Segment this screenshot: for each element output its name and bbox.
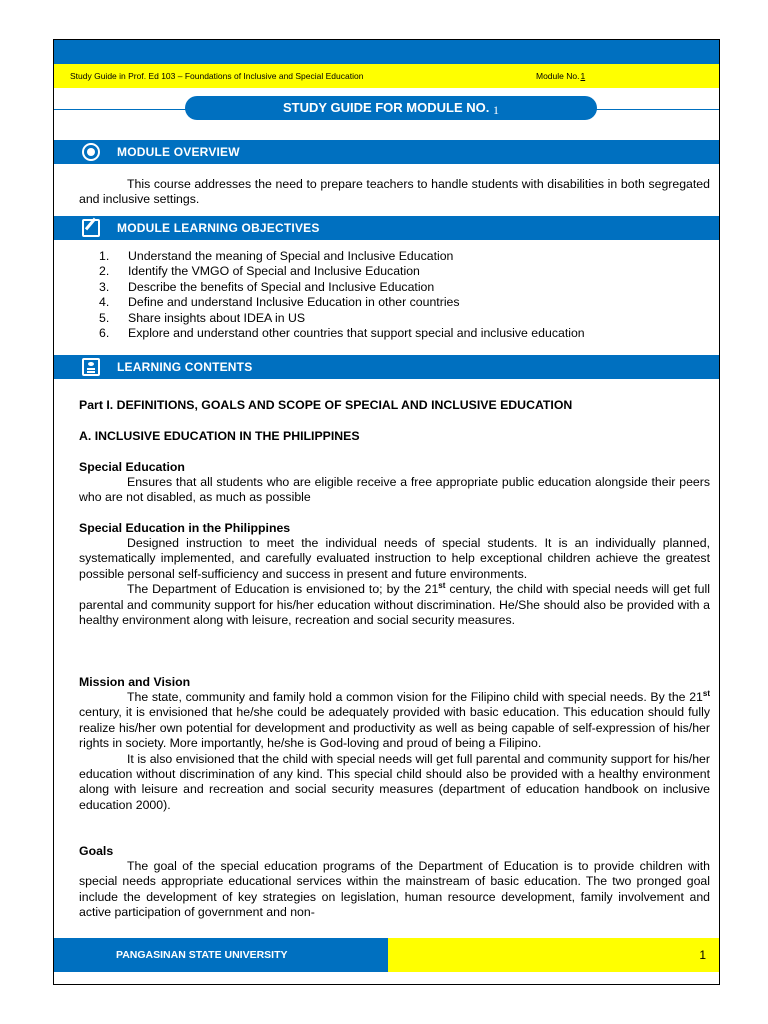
header-course-title: Study Guide in Prof. Ed 103 – Foundations of Inclusive and Special Education — [70, 71, 364, 81]
footer-page-number: 1 — [388, 938, 719, 972]
heading-mission-vision: Mission and Vision — [79, 675, 191, 689]
page-title-number: 1 — [492, 103, 499, 117]
list-item: 4. Define and understand Inclusive Education in other countries — [99, 295, 460, 310]
document-page — [53, 39, 720, 985]
special-education-ph-text: Designed instruction to meet the individual needs of special students. It is an individually planned, systematically implemented, and carefully evaluated instruction to help exceptional children achieve the greatest possible personal self-sufficiency and success in present and future environments. The Department of Education is envisioned to; by the 21st century, the child with special needs will get full parental and community support for his/her education without discrimination. He/She should also be provided with a healthy environment along with leisure, recreation and social security measures. — [79, 536, 710, 628]
section-label: MODULE LEARNING OBJECTIVES — [117, 221, 320, 235]
target-icon — [82, 143, 100, 161]
list-item: 6. Explore and understand other countries that support special and inclusive education — [99, 326, 585, 341]
section-bar-objectives — [54, 216, 719, 240]
header-module-number: Module No.1 — [536, 71, 586, 81]
section-bar-contents — [54, 355, 719, 379]
header-module-value: 1 — [580, 71, 586, 81]
heading-special-education-ph: Special Education in the Philippines — [79, 521, 291, 535]
heading-goals: Goals — [79, 844, 114, 858]
mission-vision-text: The state, community and family hold a common vision for the Filipino child with special needs. By the 21st century, it is envisioned that he/she could be adequately provided with basic education. This education should fully realize his/her own potential for development and productivity as well as being capable of self-expression of his/her rights in society. More importantly, he/she is God-loving and proud of being a Filipino. It is also envisioned that the child with special needs will get full parental and community support for his/her education without discrimination of any kind. This special child should also be provided with a healthy environment along with leisure and recreation and social security measures (department of education handbook on inclusive education 2000). — [79, 688, 710, 812]
list-item: 3. Describe the benefits of Special and Inclusive Education — [99, 279, 435, 294]
section-bar-overview — [54, 140, 719, 164]
book-user-icon — [82, 358, 100, 376]
section-label: LEARNING CONTENTS — [117, 360, 253, 374]
objectives-list — [99, 249, 585, 341]
section-label: MODULE OVERVIEW — [117, 145, 240, 159]
pencil-edit-icon — [82, 219, 100, 237]
list-item: 2. Identify the VMGO of Special and Inclusive Education — [99, 264, 420, 279]
footer-university: PANGASINAN STATE UNIVERSITY — [54, 938, 388, 972]
list-item: 5. Share insights about IDEA in US — [99, 310, 306, 325]
page-title: STUDY GUIDE FOR MODULE NO. 1 — [185, 96, 597, 120]
heading-special-education: Special Education — [79, 460, 185, 474]
goals-text: The goal of the special education programs of the Department of Education is to provide children with special needs appropriate educational services within the mainstream of basic education. The two pronged goal include the development of key strategies on legislation, human resource development, family involvement and active participation of government and non- — [79, 859, 710, 920]
special-education-text: Ensures that all students who are eligible receive a free appropriate public education alongside their peers who are not disabled, as much as possible — [79, 475, 710, 505]
overview-text: This course addresses the need to prepare teachers to handle students with disabilities in both segregated and inclusive settings. — [79, 177, 710, 207]
top-color-band — [54, 40, 719, 64]
part-heading: Part I. DEFINITIONS, GOALS AND SCOPE OF SPECIAL AND INCLUSIVE EDUCATION — [79, 398, 573, 412]
list-item: 1. Understand the meaning of Special and Inclusive Education — [99, 249, 454, 263]
sub-heading: A. INCLUSIVE EDUCATION IN THE PHILIPPINES — [79, 429, 360, 443]
running-header — [54, 64, 719, 88]
